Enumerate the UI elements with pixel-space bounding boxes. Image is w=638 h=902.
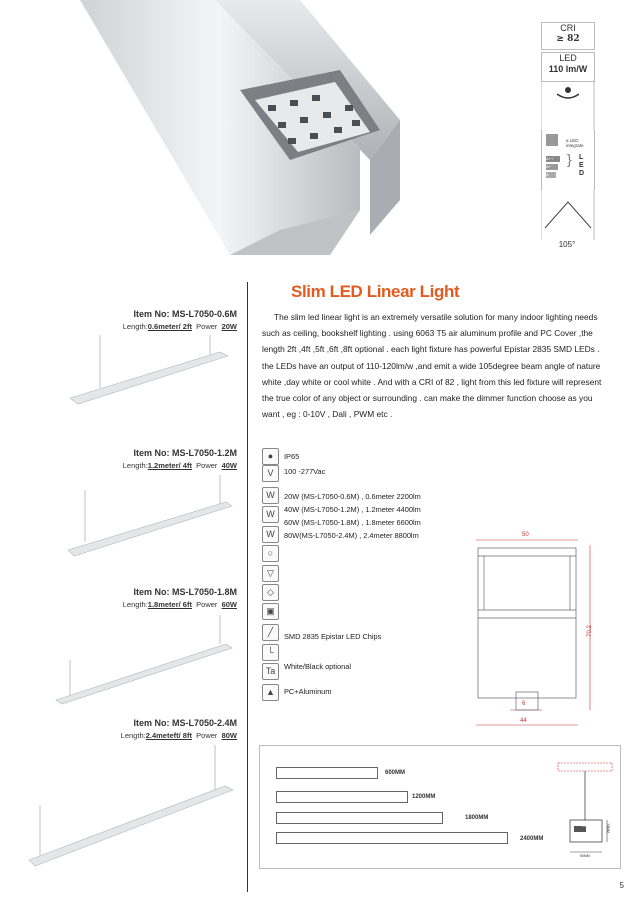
energy-class-a: A (546, 172, 556, 178)
power-line-0: 20W (MS-L7050-0.6M) , 0.6meter 2200lm (284, 492, 421, 501)
material: PC+Aluminum (284, 687, 332, 696)
led-chips: SMD 2835 Epistar LED Chips (284, 632, 382, 641)
water-drop-icon: ● (262, 448, 279, 465)
item-no-2: Item No: MS-L7050-1.8M (133, 587, 237, 597)
power-label: Power (196, 600, 218, 609)
safety-icon: ◇ (262, 584, 279, 601)
bulb-icon: ○ (262, 545, 279, 562)
product-title: Slim LED Linear Light (291, 282, 460, 301)
watt-icon: W (262, 506, 279, 523)
brace-icon: } (567, 151, 572, 167)
fixture-1-2m-image (60, 470, 240, 560)
power-line-3: 80W(MS-L7050-2.4M) , 2.4meter 8800lm (284, 531, 419, 540)
base-dimension: 44 (520, 718, 527, 724)
item-no-3: Item No: MS-L7050-2.4M (133, 718, 237, 728)
watt-icon: W (262, 526, 279, 543)
length-label: Length: (122, 322, 148, 331)
power-value: 40W (221, 461, 237, 470)
length-value: 1.2meter/ 4ft (147, 461, 192, 470)
led-label: LED (559, 53, 577, 63)
length-label: Length: (122, 461, 148, 470)
length-label-1800: 1800MM (465, 815, 489, 821)
voltage-range: 100 -277Vac (284, 467, 326, 476)
energy-class-ap: A+ (546, 164, 558, 170)
width-dimension: 50 (522, 532, 529, 538)
slot-dimension: 6 (522, 701, 526, 707)
beam-angle-value: 105° (558, 240, 576, 249)
step-icon: └ (262, 644, 279, 661)
item-no-1: Item No: MS-L7050-1.2M (133, 448, 237, 458)
dimmable-icon (541, 80, 595, 130)
item-length-3 (7, 731, 237, 740)
fixture-2-4m-image (25, 740, 240, 870)
product-description: The slim led linear light is an extremely versatile solution for many indoor lighting needs such as ceiling, bookshelf lighting . using 6063 T5 air aluminum profile and PC Cover ,the length 2ft ,4ft ,5ft ,6ft ,8ft optional . each light fixture has powerful Epistar 2835 SMD LEDs . the LEDs have an output of 110-120lm/w ,and emit a wide 105degree beam angle of nature white ,day white or cool white . And with a CRI of 82 , light from this led fixture will represent the true color of any object or surrounding . can make the dimmer function choose as you want , eg : 0-10V , Dali , PWM etc . (262, 312, 602, 420)
power-label: Power (196, 461, 218, 470)
power-label: Power (196, 731, 218, 740)
page-number: 5 (619, 881, 624, 890)
length-label-2400: 2400MM (520, 836, 544, 842)
energy-label (541, 130, 595, 190)
energy-label-title: a LED integrate (566, 138, 584, 148)
length-bar-600 (276, 767, 378, 779)
height-dimension: 70.2 (586, 625, 593, 637)
suspension-detail-drawing (555, 760, 615, 865)
power-label: Power (196, 322, 218, 331)
length-label: Length: (122, 600, 148, 609)
hero-fixture-image (40, 0, 440, 255)
item-length-2 (7, 600, 237, 609)
length-bar-1200 (276, 791, 408, 803)
watt-icon: W (262, 487, 279, 504)
length-label-1200: 1200MM (412, 794, 436, 800)
temperature-icon: Ta (262, 663, 279, 680)
length-bar-2400 (276, 832, 508, 844)
fixture-0-6m-image (60, 330, 240, 410)
length-label-600: 600MM (385, 770, 406, 776)
voltage-icon: V (262, 465, 279, 482)
energy-letter-e: E (579, 162, 584, 169)
energy-letter-l: L (579, 154, 584, 161)
beam-icon: ▽ (262, 565, 279, 582)
ip-rating: IP65 (284, 452, 300, 461)
energy-class-app: A++ (546, 156, 560, 162)
energy-letter-d: D (579, 170, 585, 177)
length-value: 0.6meter/ 2ft (147, 322, 192, 331)
lamp-material-icon: ▲ (262, 684, 279, 701)
power-value: 80W (221, 731, 237, 740)
detail-dim-b: 70MM (605, 823, 610, 833)
length-value: 2.4meteft/ 8ft (145, 731, 192, 740)
power-line-2: 60W (MS-L7050-1.8M) , 1.8meter 6600lm (284, 518, 421, 527)
cri-spec (541, 22, 595, 50)
efficacy-spec (541, 52, 595, 82)
cri-value: ≥ 82 (556, 34, 580, 44)
length-label: Length: (120, 731, 146, 740)
length-bar-1800 (276, 812, 443, 824)
color-options: White/Black optional (284, 662, 351, 671)
beam-angle-icon (541, 190, 595, 240)
item-no-0: Item No: MS-L7050-0.6M (133, 309, 237, 319)
fixture-1-8m-image (50, 610, 240, 705)
power-line-1: 40W (MS-L7050-1.2M) , 1.2meter 4400lm (284, 505, 421, 514)
detail-brand-label: JINFU (582, 824, 592, 828)
column-divider (247, 282, 248, 892)
cri-label: CRI (560, 23, 576, 33)
lamp-icon (546, 134, 558, 146)
profile-cross-section-drawing (470, 530, 605, 740)
power-value: 20W (221, 322, 237, 331)
power-value: 60W (221, 600, 237, 609)
item-length-1 (7, 461, 237, 470)
detail-dim-a: 50MM (580, 854, 590, 858)
ceiling-mount-icon: ▣ (262, 603, 279, 620)
length-value: 1.8meter/ 6ft (147, 600, 192, 609)
chip-icon: ╱ (262, 624, 279, 641)
efficacy-value: 110 lm/W (548, 64, 588, 74)
energy-letters (579, 154, 584, 178)
